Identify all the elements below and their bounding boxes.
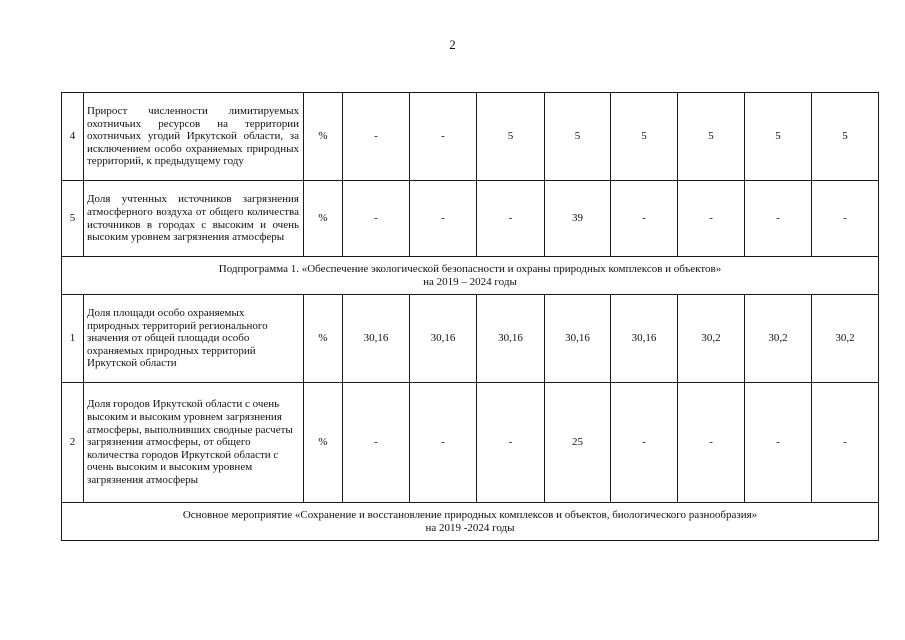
value-cell: - — [745, 181, 812, 257]
value-cell: - — [410, 93, 477, 181]
indicator-name: Доля учтенных источников загрязнения атмосферного воздуха от общего количества источников в городах с высоким и очень высоким уровнем загрязнения атмосферы — [84, 181, 304, 257]
value-cell: - — [678, 181, 745, 257]
indicators-table — [61, 92, 879, 541]
subprogram-title: Подпрограмма 1. «Обеспечение экологической безопасности и охраны природных комплексов и объектов» — [218, 262, 722, 275]
value-cell: - — [812, 181, 879, 257]
unit-cell: % — [304, 93, 343, 181]
section-row — [62, 503, 879, 541]
value-cell: 39 — [545, 181, 611, 257]
table-row — [62, 93, 879, 181]
value-cell: - — [343, 93, 410, 181]
value-cell: 25 — [545, 383, 611, 503]
value-cell: 30,2 — [745, 295, 812, 383]
value-cell: 30,16 — [477, 295, 545, 383]
row-number: 4 — [62, 93, 84, 181]
unit-cell: % — [304, 383, 343, 503]
unit-cell: % — [304, 181, 343, 257]
section-row — [62, 257, 879, 295]
value-cell: - — [745, 383, 812, 503]
table-row — [62, 295, 879, 383]
value-cell: 30,2 — [812, 295, 879, 383]
value-cell: 5 — [812, 93, 879, 181]
table-row — [62, 383, 879, 503]
table-row — [62, 181, 879, 257]
value-cell: 5 — [545, 93, 611, 181]
value-cell: - — [343, 383, 410, 503]
main-activity-heading — [62, 503, 879, 541]
value-cell: 30,2 — [678, 295, 745, 383]
main-activity-period: на 2019 -2024 годы — [425, 521, 515, 534]
value-cell: - — [477, 181, 545, 257]
indicator-name: Доля городов Иркутской области с очень высоким и высоким уровнем загрязнения атмосферы, выполнивших сводные расчеты загрязнения атмосферы, от общего количества городов Иркутской области с очень высоким и высоким уровнем загрязнения атмосферы — [84, 383, 304, 503]
indicator-name: Доля площади особо охраняемых природных территорий регионального значения от общей площади особо охраняемых природных территорий Иркутской области — [84, 295, 304, 383]
value-cell: - — [611, 181, 678, 257]
value-cell: - — [812, 383, 879, 503]
value-cell: - — [611, 383, 678, 503]
row-number: 2 — [62, 383, 84, 503]
main-activity-title: Основное мероприятие «Сохранение и восстановление природных комплексов и объектов, биологического разнообразия» — [182, 508, 758, 521]
value-cell: 5 — [745, 93, 812, 181]
subprogram-period: на 2019 – 2024 годы — [423, 275, 517, 288]
page-number: 2 — [449, 37, 456, 52]
unit-cell: % — [304, 295, 343, 383]
indicator-name: Прирост численности лимитируемых охотничьих ресурсов на территории охотничьих угодий Иркутской области, за исключением особо охраняемых природных территорий, к предыдущему году — [84, 93, 304, 181]
value-cell: 30,16 — [410, 295, 477, 383]
row-number: 1 — [62, 295, 84, 383]
value-cell: - — [343, 181, 410, 257]
value-cell: - — [410, 181, 477, 257]
row-number: 5 — [62, 181, 84, 257]
value-cell: - — [678, 383, 745, 503]
value-cell: 30,16 — [545, 295, 611, 383]
value-cell: - — [477, 383, 545, 503]
value-cell: - — [410, 383, 477, 503]
value-cell: 30,16 — [343, 295, 410, 383]
value-cell: 30,16 — [611, 295, 678, 383]
value-cell: 5 — [477, 93, 545, 181]
subprogram-heading — [62, 257, 879, 295]
value-cell: 5 — [611, 93, 678, 181]
value-cell: 5 — [678, 93, 745, 181]
